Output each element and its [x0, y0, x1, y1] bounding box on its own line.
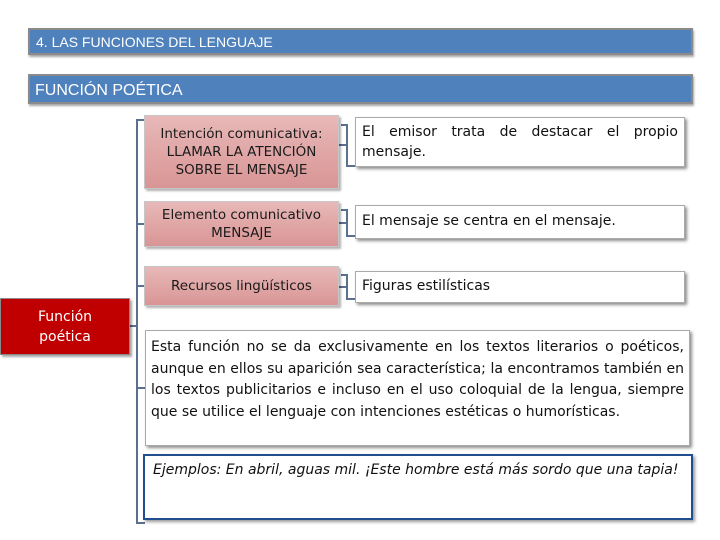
side-label-funcion-poetica: [0, 298, 130, 355]
function-title-bar: [28, 74, 693, 104]
row-2-bracket: [339, 210, 355, 236]
section-title: 4. LAS FUNCIONES DEL LENGUAJE: [36, 34, 273, 50]
row-3-bracket: [339, 275, 355, 299]
row-3-label-line-1: Recursos lingüísticos: [171, 277, 312, 294]
examples-box: Ejemplos: En abril, aguas mil. ¡Este hombre está más sordo que una tapia!: [143, 454, 693, 520]
row-1-bracket: [339, 125, 355, 166]
description-box: Esta función no se da exclusivamente en los textos literarios o poéticos, aunque en ellos su aparición sea característica; la encontramos también en los textos publicitarios e incluso en el uso coloquial de la lengua, siempre que se utilice el lenguaje con intenciones estéticas o humorísticas.: [145, 330, 690, 446]
row-2-label-line-2: MENSAJE: [211, 225, 272, 241]
row-3-value: Figuras estilísticas: [355, 271, 685, 303]
row-3-label: [144, 266, 339, 306]
side-label-line-1: Función: [37, 309, 93, 325]
row-2-value: El mensaje se centra en el mensaje.: [355, 205, 685, 239]
row-2-label: [144, 201, 339, 247]
row-1-value: El emisor trata de destacar el propio mensaje.: [355, 117, 685, 167]
row-2-label-line-1: Elemento comunicativo: [161, 206, 322, 223]
row-1-label-line-3: SOBRE EL MENSAJE: [175, 162, 308, 179]
row-1-label: [144, 115, 339, 189]
side-label-line-2: poética: [39, 329, 91, 345]
section-title-bar: [28, 28, 693, 55]
row-1-label-line-2: LLAMAR LA ATENCIÓN: [166, 143, 317, 160]
row-1-label-line-1: Intención comunicativa:: [160, 125, 323, 142]
function-title: FUNCIÓN POÉTICA: [35, 82, 183, 99]
